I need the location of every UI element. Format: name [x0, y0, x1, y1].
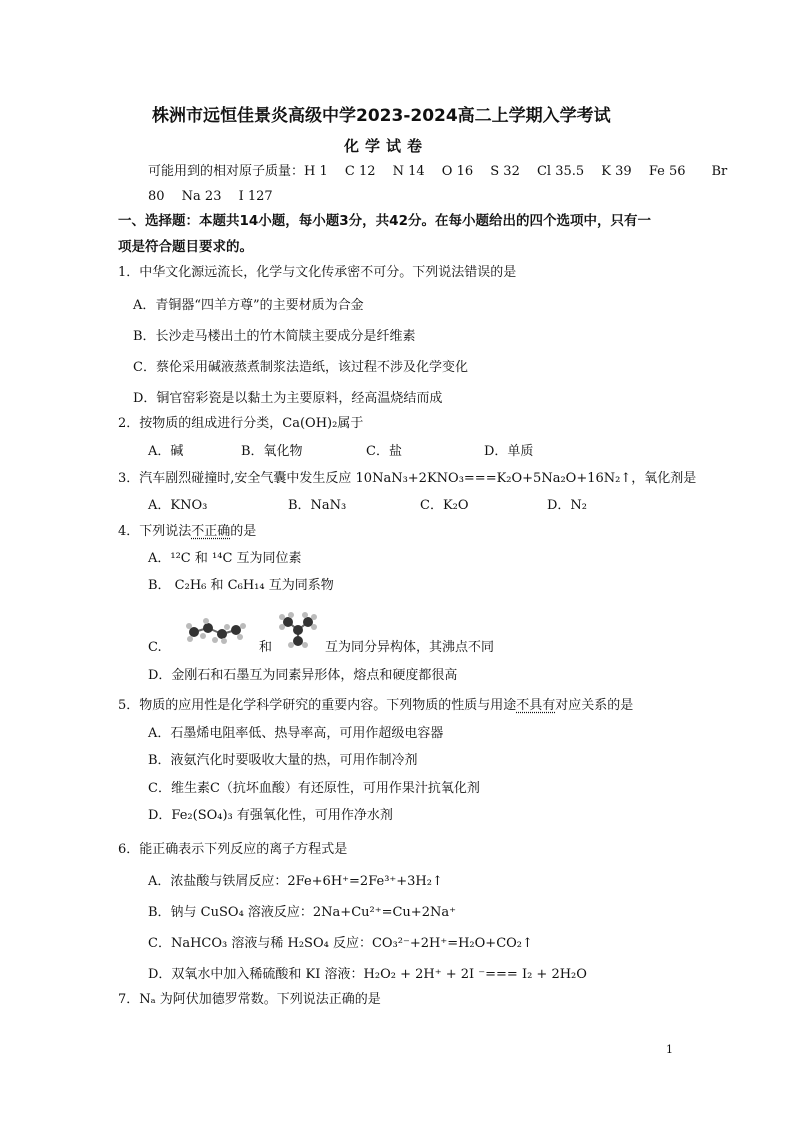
section-heading-cont: 项是符合题目要求的。	[118, 239, 253, 255]
question-5-option-a: A．石墨烯电阻率低、热导率高，可用作超级电容器	[148, 726, 444, 741]
question-4-option-c-text: 互为同分异构体，其沸点不同	[325, 640, 495, 655]
isobutane-ball-stick-model	[278, 612, 318, 648]
question-3-option-c: C．K₂O	[420, 498, 469, 513]
question-3-stem: 3．汽车剧烈碰撞时,安全气囊中发生反应 10NaN₃+2KNO₃===K₂O+5Na₂O+16N₂↑，氧化剂是	[118, 471, 697, 486]
question-6-stem: 6．能正确表示下列反应的离子方程式是	[118, 842, 348, 857]
question-5-option-d: D．Fe₂(SO₄)₃ 有强氧化性，可用作净水剂	[148, 808, 393, 823]
atomic-masses-line2: 80 Na 23 I 127	[148, 189, 273, 204]
question-7-stem: 7．Nₐ 为阿伏加德罗常数。下列说法正确的是	[118, 992, 381, 1007]
question-5-option-c: C．维生素C（抗坏血酸）有还原性，可用作果汁抗氧化剂	[148, 781, 480, 796]
butane-ball-stick-model	[186, 618, 248, 646]
page-title: 株洲市远恒佳景炎高级中学2023-2024高二上学期入学考试	[152, 106, 611, 126]
question-1-option-d: D．铜官窑彩瓷是以黏土为主要原料，经高温烧结而成	[133, 391, 443, 406]
question-1-option-b: B．长沙走马楼出土的竹木简牍主要成分是纤维素	[133, 329, 416, 344]
exam-subtitle: 化学试卷	[344, 137, 429, 155]
question-6-option-b: B．钠与 CuSO₄ 溶液反应：2Na+Cu²⁺=Cu+2Na⁺	[148, 905, 456, 920]
question-6-option-c: C．NaHCO₃ 溶液与稀 H₂SO₄ 反应：CO₃²⁻+2H⁺=H₂O+CO₂↑	[148, 936, 533, 951]
question-4-option-c-and: 和	[259, 640, 273, 655]
question-4-stem: 4．下列说法不正确的是	[118, 524, 257, 539]
question-5-option-b: B．液氨汽化时要吸收大量的热，可用作制冷剂	[148, 753, 418, 768]
question-3-option-a: A．KNO₃	[148, 498, 208, 513]
question-2-stem: 2．按物质的组成进行分类，Ca(OH)₂属于	[118, 416, 364, 431]
section-heading: 一、选择题：本题共14小题，每小题3分，共42分。在每小题给出的四个选项中，只有一	[118, 213, 651, 229]
question-1-option-c: C．蔡伦采用碱液蒸煮制浆法造纸，该过程不涉及化学变化	[133, 360, 468, 375]
question-2-option-a: A．碱	[148, 444, 184, 459]
question-2-option-b: B．氧化物	[241, 444, 303, 459]
question-4-option-a: A．¹²C 和 ¹⁴C 互为同位素	[148, 551, 302, 566]
page-number: 1	[666, 1043, 673, 1056]
emphasis-not-have: 不具有	[516, 698, 556, 713]
question-3-option-d: D．N₂	[547, 498, 588, 513]
question-1-stem: 1．中华文化源远流长，化学与文化传承密不可分。下列说法错误的是	[118, 265, 517, 280]
question-4-option-d: D．金刚石和石墨互为同素异形体，熔点和硬度都很高	[148, 668, 458, 683]
question-1-option-a: A．青铜器“四羊方尊”的主要材质为合金	[133, 298, 364, 313]
question-2-option-c: C．盐	[366, 444, 402, 459]
question-5-stem: 5．物质的应用性是化学科学研究的重要内容。下列物质的性质与用途不具有对应关系的是	[118, 698, 634, 713]
question-4-option-c-prefix: C.	[148, 640, 162, 655]
question-6-option-a: A．浓盐酸与铁屑反应：2Fe+6H⁺=2Fe³⁺+3H₂↑	[148, 874, 443, 889]
question-6-option-d: D．双氧水中加入稀硫酸和 KI 溶液：H₂O₂ + 2H⁺ + 2I ⁻=== I₂ + 2H₂O	[148, 967, 587, 982]
atomic-masses-line1: 可能用到的相对原子质量：H 1 C 12 N 14 O 16 S 32 Cl 35.5 K 39 Fe 56 Br	[148, 164, 728, 179]
question-3-option-b: B．NaN₃	[288, 498, 347, 513]
emphasis-not-correct: 不正确	[191, 524, 231, 539]
question-4-option-b: B． C₂H₆ 和 C₆H₁₄ 互为同系物	[148, 578, 334, 593]
question-2-option-d: D．单质	[484, 444, 534, 459]
